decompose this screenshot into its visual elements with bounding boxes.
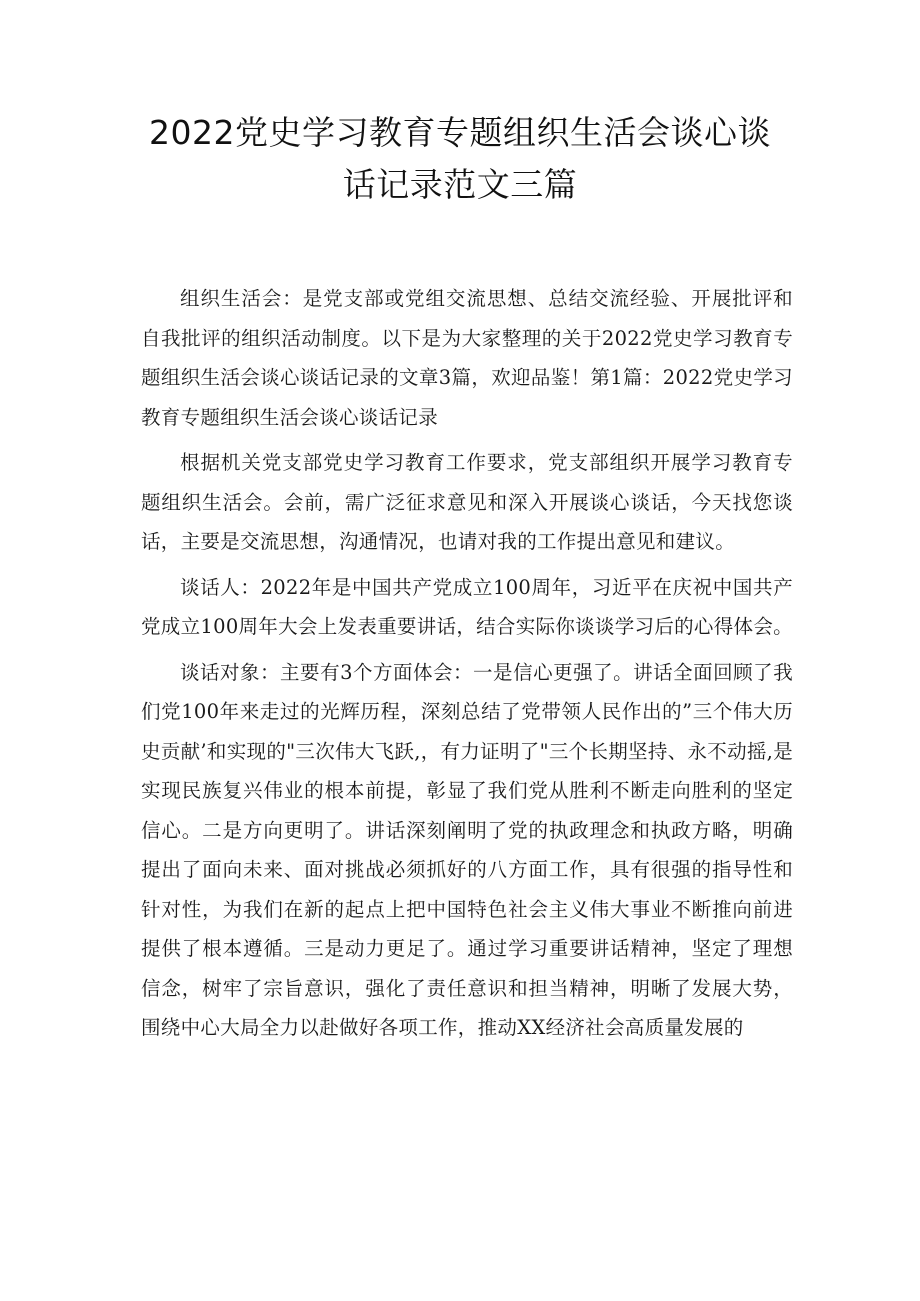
title-line-2: 话记录范文三篇 — [342, 165, 578, 204]
paragraph-interviewee: 谈话对象：主要有3个方面体会：一是信心更强了。讲话全面回顾了我们党100年来走过的光辉历程，深刻总结了党带领人民作出的”三个伟大历史贡献’和实现的"三次伟大飞跃,，有力证明了"三个长期坚持、永不动摇,是实现民族复兴伟业的根本前提，彰显了我们党从胜利不断走向胜利的坚定信心。二是方向更明了。讲话深刻阐明了党的执政理念和执政方略，明确提出了面向未来、面对挑战必须抓好的八方面工作，具有很强的指导性和针对性，为我们在新的起点上把中国特色社会主义伟大事业不断推向前进提供了根本遵循。三是动力更足了。通过学习重要讲话精神，坚定了理想信念，树牢了宗旨意识，强化了责任意识和担当精神，明晰了发展大势，围绕中心大局全力以赴做好各项工作，推动XX经济社会高质量发展的 — [141, 660, 793, 1039]
paragraph-background: 根据机关党支部党史学习教育工作要求，党支部组织开展学习教育专题组织生活会。会前，需广泛征求意见和深入开展谈心谈话，今天找您谈话，主要是交流思想，沟通情况，也请对我的工作提出意见和建议。 — [141, 451, 793, 553]
paragraph-interviewer: 谈话人：2022年是中国共产党成立100周年，习近平在庆祝中国共产党成立100周年大会上发表重要讲话，结合实际你谈谈学习后的心得体会。 — [141, 575, 793, 638]
document-title — [100, 107, 820, 211]
paragraph-intro: 组织生活会：是党支部或党组交流思想、总结交流经验、开展批评和自我批评的组织活动制度。以下是为大家整理的关于2022党史学习教育专题组织生活会谈心谈话记录的文章3篇，欢迎品鉴！第1篇：2022党史学习教育专题组织生活会谈心谈话记录 — [141, 287, 793, 429]
title-line-1: 2022党史学习教育专题组织生活会谈心谈 — [149, 113, 771, 152]
document-body — [141, 279, 793, 1054]
